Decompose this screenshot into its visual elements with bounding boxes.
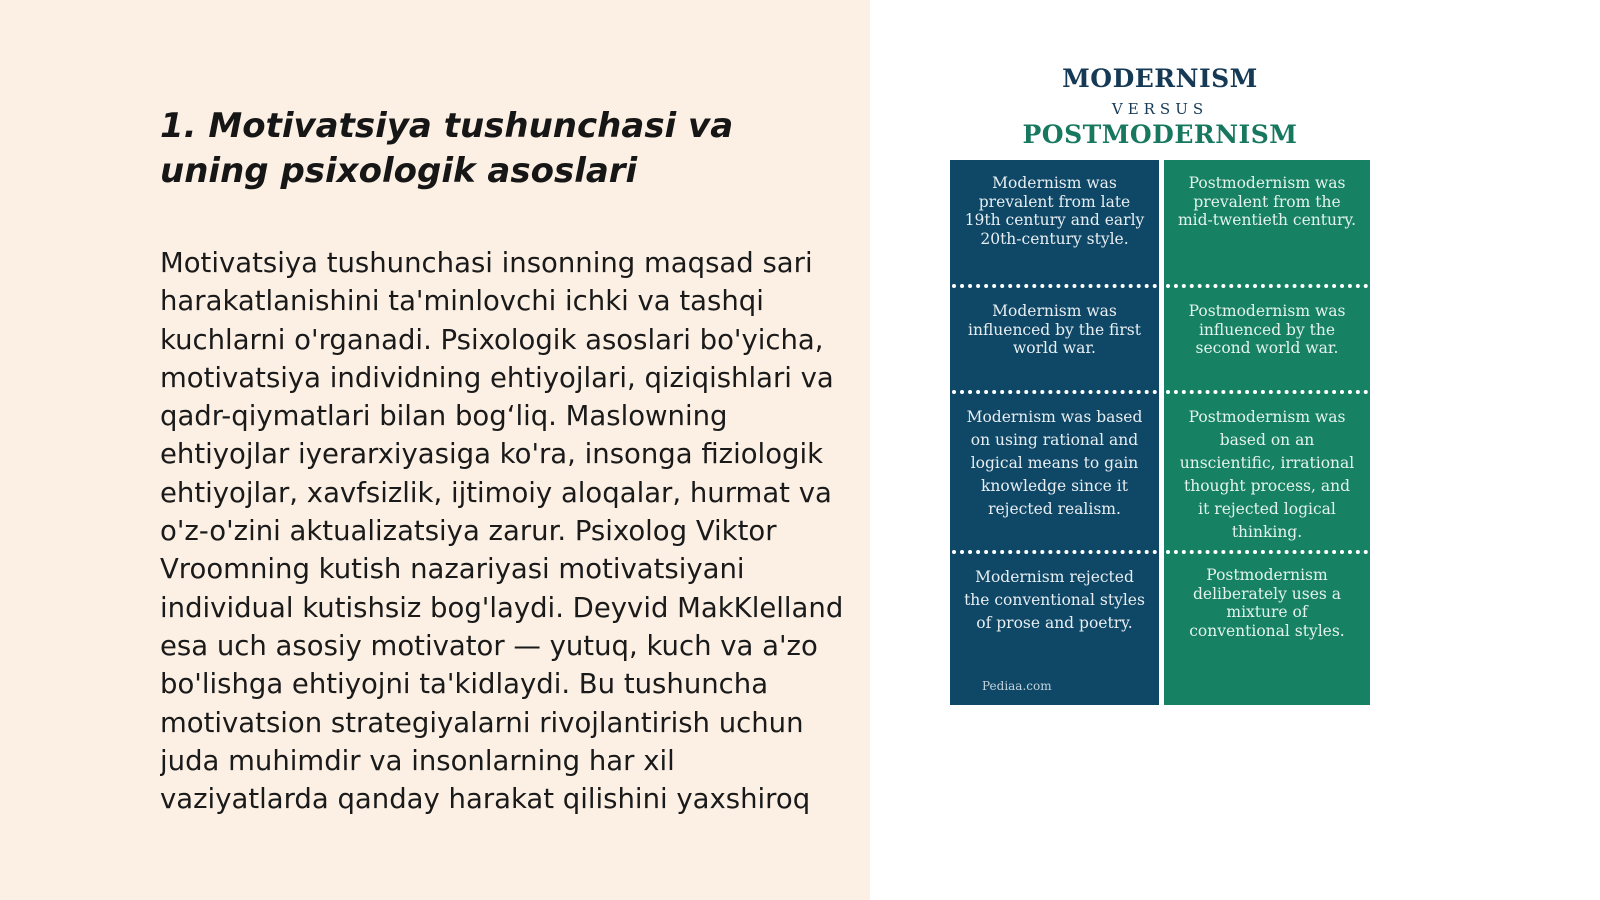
postmodernism-point-4: Postmodernism deliberately uses a mixture of conventional styles. bbox=[1189, 566, 1345, 640]
divider bbox=[1166, 550, 1368, 554]
infographic-title-postmodernism: POSTMODERNISM bbox=[1022, 120, 1298, 149]
divider bbox=[952, 390, 1157, 394]
divider bbox=[1166, 284, 1368, 288]
modernism-point-4: Modernism rejected the conventional styles of prose and poetry. bbox=[964, 568, 1145, 632]
source-credit: Pediaa.com bbox=[982, 679, 1052, 693]
divider bbox=[1166, 390, 1368, 394]
slide-title: 1. Motivatsiya tushunchasi va uning psixologik asoslari bbox=[160, 106, 734, 191]
postmodernism-point-2: Postmodernism was influenced by the second world war. bbox=[1188, 302, 1346, 357]
postmodernism-point-1: Postmodernism was prevalent from the mid-twentieth century. bbox=[1177, 174, 1357, 229]
modernism-point-3: Modernism was based on using rational and logical means to gain knowledge since it rejected realism. bbox=[966, 408, 1143, 518]
modernism-point-1: Modernism was prevalent from late 19th century and early 20th-century style. bbox=[964, 174, 1145, 248]
slide-body-text: Motivatsiya tushunchasi insonning maqsad sari harakatlanishini ta'minlovchi ichki va tashqi kuchlarni o'rganadi. Psixologik asoslari bo'yicha, motivatsiya individning ehtiyojlari, qiziqishlari va qadr-qiymatlari bilan bog‘liq. Maslowning ehtiyojlar iyerarxiyasiga ko'ra, insonga fiziologik ehtiyojlar, xavfsizlik, ijtimoiy aloqalar, hurmat va o'z-o'zini aktualizatsiya zarur. Psixolog Viktor Vroomning kutish nazariyasi motivatsiyani individual kutishsiz bog'laydi. Deyvid MakKlelland esa uch asosiy motivator — yutuq, kuch va a'zo bo'lishga ehtiyojni ta'kidlaydi. Bu tushuncha motivatsion strategiyalarni rivojlantirish uchun juda muhimdir va insonlarning har xil vaziyatlarda qanday harakat qilishini yaxshiroq bbox=[160, 247, 844, 816]
infographic-title-versus: VERSUS bbox=[1111, 100, 1209, 118]
modernism-point-2: Modernism was influenced by the first world war. bbox=[968, 302, 1141, 357]
modernism-column bbox=[950, 160, 1159, 705]
infographic-title-modernism: MODERNISM bbox=[1062, 64, 1258, 93]
modernism-vs-postmodernism-infographic bbox=[950, 60, 1370, 705]
postmodernism-column bbox=[1164, 160, 1370, 705]
postmodernism-point-3: Postmodernism was based on an unscientific, irrational thought process, and it rejected logical thinking. bbox=[1179, 408, 1355, 541]
divider bbox=[952, 550, 1157, 554]
divider bbox=[952, 284, 1157, 288]
